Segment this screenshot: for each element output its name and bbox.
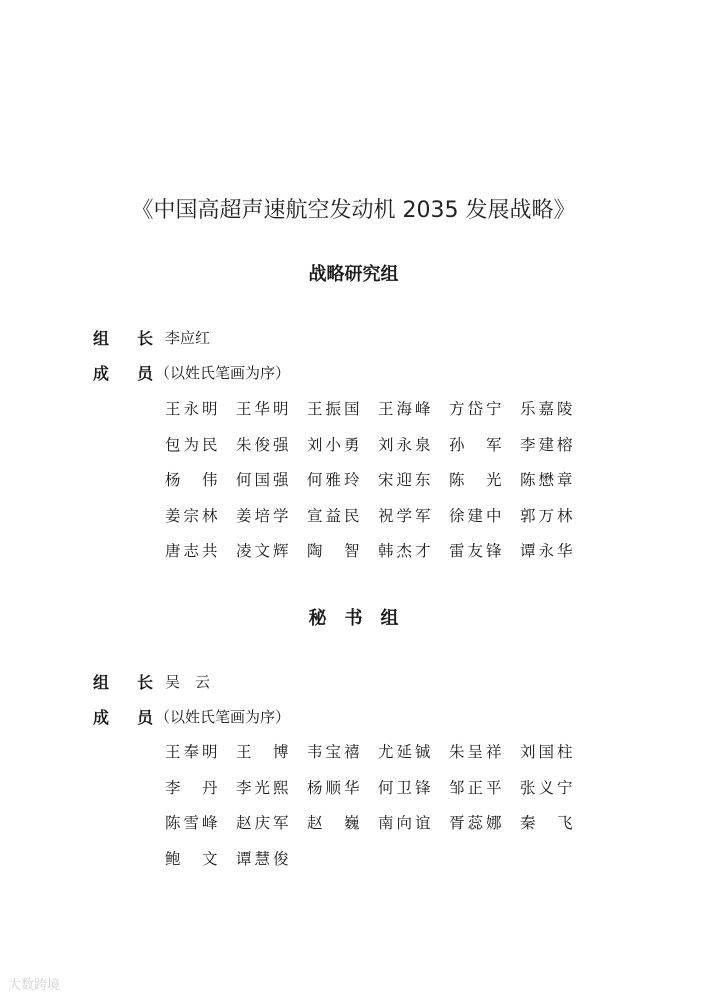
member-name: 乐嘉陵 xyxy=(520,400,576,418)
member-name: 王海峰 xyxy=(378,400,434,418)
member-name: 胥蕊娜 xyxy=(449,814,505,832)
member-name: 谭永华 xyxy=(520,542,576,560)
member-name: 王华明 xyxy=(236,400,292,418)
member-name: 谭慧俊 xyxy=(236,849,292,868)
strategy-members-list xyxy=(165,397,591,575)
member-name: 张义宁 xyxy=(520,778,576,797)
secretary-members-note: （以姓氏笔画为序） xyxy=(155,708,291,726)
member-name: 祝学军 xyxy=(378,506,434,525)
strategy-leader: 李应红 xyxy=(165,329,211,347)
secretary-members-list xyxy=(165,740,591,882)
member-name: 尤延铖 xyxy=(378,743,434,761)
member-name: 赵 巍 xyxy=(307,814,363,832)
member-name: 凌文辉 xyxy=(236,542,292,560)
member-name: 何国强 xyxy=(236,471,292,489)
member-name: 杨顺华 xyxy=(307,778,363,797)
member-name: 鲍 文 xyxy=(165,849,221,868)
member-name: 李光熙 xyxy=(236,778,292,797)
secretary-group-heading: 秘 书 组 xyxy=(308,608,399,629)
member-name: 雷友锋 xyxy=(449,542,505,560)
strategy-leader-label: 组 长 xyxy=(93,329,160,348)
strategy-members-label: 成 员 xyxy=(93,364,160,383)
member-name: 刘小勇 xyxy=(307,435,363,454)
member-name: 陈雪峰 xyxy=(165,814,221,832)
member-name: 朱呈祥 xyxy=(449,743,505,761)
member-name: 陶 智 xyxy=(307,542,363,560)
member-name: 王 博 xyxy=(236,743,292,761)
member-name: 李 丹 xyxy=(165,778,221,797)
member-name: 刘国柱 xyxy=(520,743,576,761)
member-name: 刘永泉 xyxy=(378,435,434,454)
member-name: 秦 飞 xyxy=(520,814,576,832)
member-name: 杨 伟 xyxy=(165,471,221,489)
member-name: 赵庆军 xyxy=(236,814,292,832)
member-name: 宣益民 xyxy=(307,506,363,525)
document-title: 《中国高超声速航空发动机 2035 发展战略》 xyxy=(131,198,576,223)
member-name: 韩杰才 xyxy=(378,542,434,560)
member-name: 宋迎东 xyxy=(378,471,434,489)
watermark-logo: 大数跨境 xyxy=(8,978,61,993)
member-name: 李建榕 xyxy=(520,435,576,454)
strategy-members-note: （以姓氏笔画为序） xyxy=(155,364,291,382)
member-name: 陈懋章 xyxy=(520,471,576,489)
member-name: 南向谊 xyxy=(378,814,434,832)
secretary-leader-label: 组 长 xyxy=(93,673,160,692)
strategy-group-heading: 战略研究组 xyxy=(308,264,399,285)
member-name: 王永明 xyxy=(165,400,221,418)
member-name: 郭万林 xyxy=(520,506,576,525)
member-name: 孙 军 xyxy=(449,435,505,454)
member-name: 王奉明 xyxy=(165,743,221,761)
member-name: 韦宝禧 xyxy=(307,743,363,761)
member-name: 王振国 xyxy=(307,400,363,418)
member-name: 徐建中 xyxy=(449,506,505,525)
secretary-members-label: 成 员 xyxy=(93,708,160,727)
secretary-leader: 吴 云 xyxy=(165,673,211,691)
member-name: 姜培学 xyxy=(236,506,292,525)
member-name: 何雅玲 xyxy=(307,471,363,489)
member-name: 姜宗林 xyxy=(165,506,221,525)
member-name: 包为民 xyxy=(165,435,221,454)
member-name: 唐志共 xyxy=(165,542,221,560)
member-name: 陈 光 xyxy=(449,471,505,489)
member-name: 邹正平 xyxy=(449,778,505,797)
member-name: 朱俊强 xyxy=(236,435,292,454)
member-name: 何卫锋 xyxy=(378,778,434,797)
member-name: 方岱宁 xyxy=(449,400,505,418)
